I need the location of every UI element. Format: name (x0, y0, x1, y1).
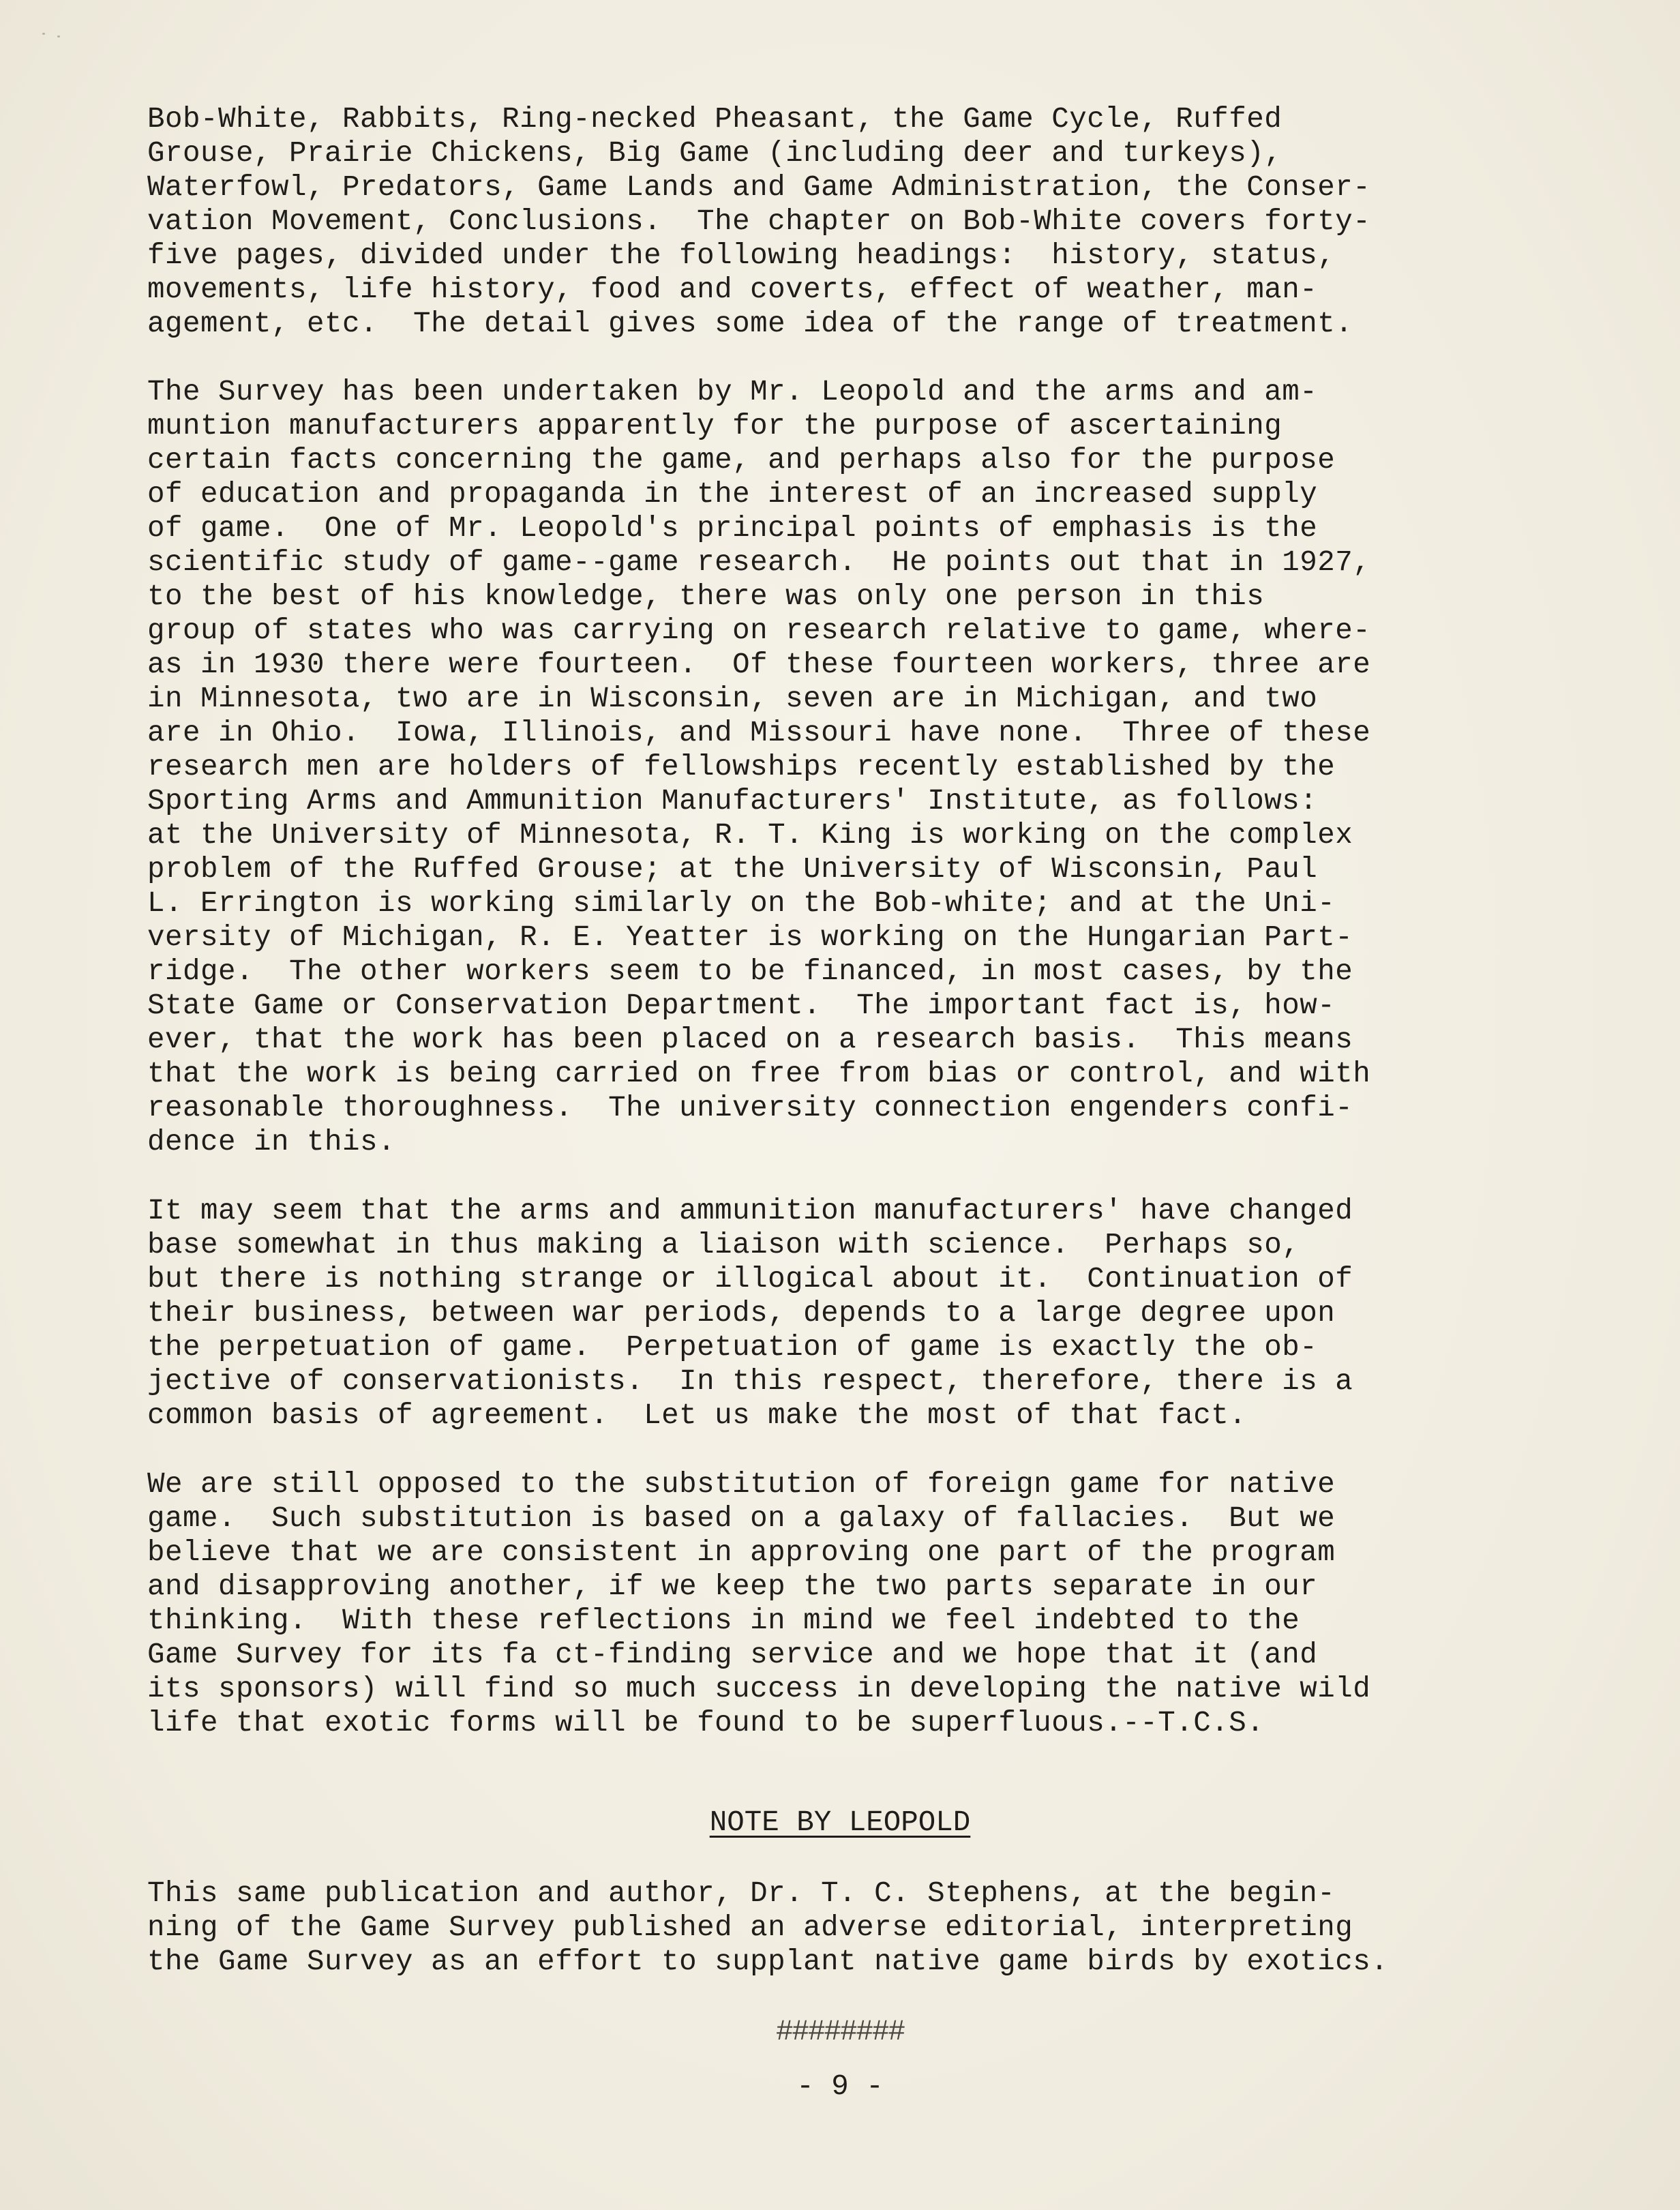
text-line: We are still opposed to the substitution of foreign game for native (147, 1468, 1336, 1501)
text-line: Waterfowl, Predators, Game Lands and Game Administration, the Conser- (147, 171, 1371, 204)
text-line: life that exotic forms will be found to be superfluous.--T.C.S. (147, 1707, 1265, 1739)
text-line: Grouse, Prairie Chickens, Big Game (including deer and turkeys), (147, 137, 1282, 170)
text-line: research men are holders of fellowships recently established by the (147, 751, 1336, 783)
text-line: game. Such substitution is based on a galaxy of fallacies. But we (147, 1502, 1336, 1535)
text-line: group of states who was carrying on research relative to game, where- (147, 614, 1371, 647)
text-line: are in Ohio. Iowa, Illinois, and Missouri have none. Three of these (147, 717, 1371, 749)
paragraph-book-contents (147, 102, 1559, 341)
text-line: agement, etc. The detail gives some idea of the range of treatment. (147, 308, 1353, 340)
text-line: to the best of his knowledge, there was only one person in this (147, 580, 1265, 613)
text-line: thinking. With these reflections in mind we feel indebted to the (147, 1604, 1300, 1637)
text-line: believe that we are consistent in approving one part of the program (147, 1536, 1336, 1569)
paper-speck (42, 33, 45, 35)
text-line: of game. One of Mr. Leopold's principal points of emphasis is the (147, 512, 1318, 545)
text-line: of education and propaganda in the interest of an increased supply (147, 478, 1318, 511)
text-line: but there is nothing strange or illogical about it. Continuation of (147, 1263, 1353, 1296)
text-line: reasonable thoroughness. The university connection engenders confi- (147, 1092, 1353, 1124)
text-line: and disapproving another, if we keep the two parts separate in our (147, 1570, 1318, 1603)
text-line: base somewhat in thus making a liaison with science. Perhaps so, (147, 1229, 1300, 1261)
text-line: the Game Survey as an effort to supplant native game birds by exotics. (147, 1945, 1389, 1978)
text-line: as in 1930 there were fourteen. Of these fourteen workers, three are (147, 648, 1371, 681)
text-line: Game Survey for its fa ct-finding service and we hope that it (and (147, 1639, 1318, 1671)
text-line: Bob-White, Rabbits, Ring-necked Pheasant, the Game Cycle, Ruffed (147, 103, 1282, 136)
text-line: L. Errington is working similarly on the Bob-white; and at the Uni- (147, 887, 1336, 920)
text-line: common basis of agreement. Let us make the most of that fact. (147, 1399, 1247, 1432)
text-line: versity of Michigan, R. E. Yeatter is working on the Hungarian Part- (147, 921, 1353, 954)
text-line: vation Movement, Conclusions. The chapter on Bob-White covers forty- (147, 205, 1371, 238)
note-heading-text: NOTE BY LEOPOLD (709, 1806, 971, 1839)
text-line: This same publication and author, Dr. T. C. Stephens, at the begin- (147, 1877, 1336, 1910)
text-line: that the work is being carried on free from bias or control, and with (147, 1058, 1371, 1090)
text-line: ning of the Game Survey published an adverse editorial, interpreting (147, 1911, 1353, 1944)
text-line: It may seem that the arms and ammunition manufacturers' have changed (147, 1195, 1353, 1227)
paper-speck (57, 35, 60, 38)
text-line: State Game or Conservation Department. The important fact is, how- (147, 989, 1336, 1022)
text-line: their business, between war periods, depends to a large degree upon (147, 1297, 1336, 1330)
text-line: certain facts concerning the game, and perhaps also for the purpose (147, 444, 1336, 477)
page-number: - 9 - (796, 2070, 884, 2103)
text-line: dence in this. (147, 1126, 396, 1159)
text-line: its sponsors) will find so much success in developing the native wild (147, 1673, 1371, 1705)
text-line: Sporting Arms and Ammunition Manufacturers' Institute, as follows: (147, 785, 1318, 818)
text-line: ridge. The other workers seem to be financed, in most cases, by the (147, 955, 1353, 988)
text-line: muntion manufacturers apparently for the purpose of ascertaining (147, 410, 1282, 443)
text-line: scientific study of game--game research. He points out that in 1927, (147, 546, 1371, 579)
end-mark: ######## (775, 2016, 905, 2048)
note-heading (0, 1806, 1680, 1840)
text-line: ever, that the work has been placed on a research basis. This means (147, 1024, 1353, 1056)
text-line: the perpetuation of game. Perpetuation of game is exactly the ob- (147, 1331, 1318, 1364)
paragraph-manufacturers-science (147, 1194, 1559, 1433)
text-line: in Minnesota, two are in Wisconsin, seven are in Michigan, and two (147, 683, 1318, 715)
text-line: movements, life history, food and coverts, effect of weather, man- (147, 273, 1318, 306)
paragraph-foreign-game (147, 1467, 1559, 1740)
text-line: at the University of Minnesota, R. T. King is working on the complex (147, 819, 1353, 852)
paragraph-survey-research (147, 375, 1559, 1159)
text-line: jective of conservationists. In this respect, therefore, there is a (147, 1365, 1353, 1398)
text-line: five pages, divided under the following headings: history, status, (147, 239, 1336, 272)
paragraph-note (147, 1877, 1559, 1979)
text-line: The Survey has been undertaken by Mr. Leopold and the arms and am- (147, 376, 1318, 408)
text-line: problem of the Ruffed Grouse; at the University of Wisconsin, Paul (147, 853, 1318, 886)
